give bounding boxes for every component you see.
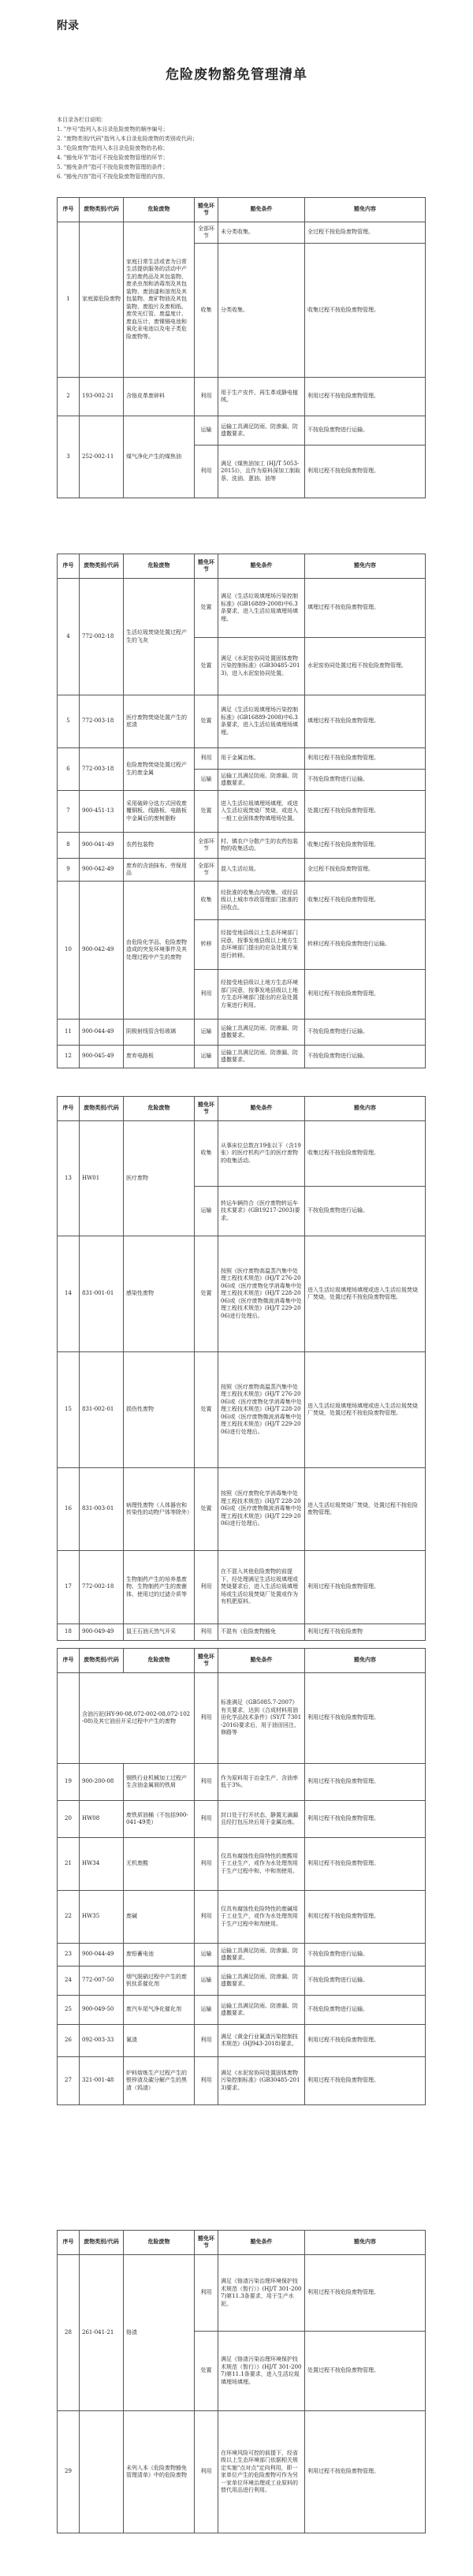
cell-stage: 运输: [195, 770, 218, 791]
cell-code: 261-041-21: [80, 2255, 124, 2411]
cell-stage: 处置: [195, 638, 218, 695]
table-row: [58, 1468, 426, 1551]
cell-condition: 满足《水泥窑协同处置固体废物污染控制标准》(GB30485-2013)，进入水泥窑协同处置。: [218, 638, 305, 695]
table-row: [58, 378, 426, 416]
cell-condition: 仅具有腐蚀性危险特性的废碱用于工业生产，或作为水处理剂用于生产过程中和剂使用。: [218, 1891, 305, 1944]
cell-stage: 全部环节: [195, 859, 218, 882]
cell-content: 利用过程不按危险废物管理。: [305, 748, 426, 770]
cell-condition: 满足《煤焦油加工 (HJ/T 5053-2015)》，且作为原料深加工制取萘、洗油、蒽油、油等: [218, 445, 305, 498]
cell-code: 252-002-11: [80, 416, 124, 498]
header-no: 序号: [58, 1097, 80, 1121]
cell-content: 不按危险废物进行运输。: [305, 770, 426, 791]
header-condition: 豁免条件: [218, 1097, 305, 1121]
cell-no: 9: [58, 859, 80, 882]
cell-content: 处置过程不按危险废物管理。: [305, 791, 426, 833]
header-code: 废物类别/代码: [80, 554, 124, 579]
header-content: 豁免内容: [305, 554, 426, 579]
cell-stage: 利用: [195, 2025, 218, 2057]
header-name: 危险废物: [124, 1649, 195, 1673]
cell-content: 进入生活垃圾填埋场填埋或进入生活垃圾焚烧厂焚烧，处置过程不按危险废物管理。: [305, 1236, 426, 1352]
cell-condition: 村、镇农户分散产生的农药包装物的收集活动。: [218, 833, 305, 859]
table-row: [58, 1838, 426, 1891]
cell-stage: 利用: [195, 1551, 218, 1624]
cell-no: 29: [58, 2411, 80, 2533]
cell-condition: 用于金属冶炼。: [218, 748, 305, 770]
cell-code: 900-049-49: [80, 1624, 124, 1641]
cell-content: 进入生活垃圾填埋场填埋或进入生活垃圾焚烧厂焚烧，处置过程不按危险废物管理。: [305, 1352, 426, 1468]
table-row: [58, 1551, 426, 1624]
cell-name: 由危险化学品、危险废物造成的突发环境事件及其处理过程中产生的废物: [124, 882, 195, 1020]
cell-name: 未列入本《危险废物豁免管理清单》中的危险废物: [124, 2411, 195, 2533]
cell-condition: 封口处于打开状态，静置无滴漏且经打包压块后用于金属冶炼。: [218, 1801, 305, 1838]
table-row: [58, 2255, 426, 2332]
cell-condition: 分类收集。: [218, 244, 305, 378]
cell-stage: 运输: [195, 1996, 218, 2025]
table-row: [58, 748, 426, 770]
cell-code: 900-049-50: [80, 1996, 124, 2025]
cell-stage: 全部环节: [195, 833, 218, 859]
cell-content: 填埋过程不按危险废物管理。: [305, 695, 426, 748]
cell-code: HW34: [80, 1838, 124, 1891]
header-no: 序号: [58, 554, 80, 579]
cell-content: 不按危险废物进行运输。: [305, 1046, 426, 1068]
cell-stage: 利用: [195, 1891, 218, 1944]
cell-no: 10: [58, 882, 80, 1020]
header-name: 危险废物: [124, 554, 195, 579]
header-stage: 豁免环节: [195, 554, 218, 579]
exemption-table-4: [57, 1648, 426, 2105]
cell-code: 321-001-48: [80, 2057, 124, 2105]
cell-name: 采用破碎分选方式回收废覆铜板、线路板、电路板中金属后的废树脂粉: [124, 791, 195, 833]
cell-condition: 按照《医疗废物高温蒸汽集中处理工程技术规范》(HJ/T 276-2006)或《医疗废物化学消毒集中处理工程技术规范》(HJ/T 228-2006)或《医疗废物微波消毒集中处理工程技术规范》(HJ/T 229-2006)进行处理后。: [218, 1352, 305, 1468]
cell-condition: 满足《水泥窑协同处置固体废物污染控制标准》(GB30485-2013)要求。: [218, 2057, 305, 2105]
intro-line: 3. "危险废物"指列入本目录危险废物的名称；: [57, 145, 169, 151]
cell-no: 2: [58, 378, 80, 416]
cell-stage: 利用: [195, 2057, 218, 2105]
cell-name: 废碱: [124, 1891, 195, 1944]
cell-content: 利用过程不按危险废物管理。: [305, 2411, 426, 2533]
page-title: 危险废物豁免管理清单: [166, 67, 307, 83]
cell-condition: 运输工具满足防雨、防渗漏、防遗撒要求。: [218, 1996, 305, 2025]
cell-code: 772-002-18: [80, 1551, 124, 1624]
table-row: [58, 1236, 426, 1352]
cell-stage: 全部环节: [195, 222, 218, 244]
cell-condition: 按照《医疗废物化学消毒集中处理工程技术规范》(HJ/T 228-2006)或《医疗废物微波消毒集中处理工程技术规范》(HJ/T 229-2006)进行处理后。: [218, 1468, 305, 1551]
cell-condition: 不混有《危险废物豁免: [218, 1624, 305, 1641]
cell-content: 填埋过程不按危险废物管理。: [305, 579, 426, 638]
cell-no: 16: [58, 1468, 80, 1551]
cell-stage: 处置: [195, 791, 218, 833]
cell-name: 感染性废物: [124, 1236, 195, 1352]
table-row: [58, 1944, 426, 1966]
cell-code: 900-042-49: [80, 882, 124, 1020]
table-row: [58, 695, 426, 748]
cell-name: 废铅蓄电池: [124, 1944, 195, 1966]
cell-name: 鼠王石油天然气开采: [124, 1624, 195, 1641]
cell-condition: 运输工具满足防雨、防渗漏、防遗撒要求。: [218, 1046, 305, 1068]
table-row: [58, 1801, 426, 1838]
cell-stage: 利用: [195, 378, 218, 416]
header-code: 废物类别/代码: [80, 198, 124, 222]
cell-content: 利用过程不按危险废物管理。: [305, 2255, 426, 2332]
cell-content: 不按危险废物进行运输。: [305, 1020, 426, 1046]
cell-stage: 运输: [195, 1966, 218, 1996]
exemption-table-2: [57, 554, 426, 1068]
cell-condition: 未分类收集。: [218, 222, 305, 244]
table-row: [58, 1352, 426, 1468]
cell-name: 生物制药产生的培养基废物、生物制药产生的废菌体、使用过的过滤介质等: [124, 1551, 195, 1624]
header-condition: 豁免条件: [218, 198, 305, 222]
cell-content: 利用过程不按危险废物管理。: [305, 970, 426, 1020]
table-row: [58, 1046, 426, 1068]
cell-name: 炉料熔炼生产过程产生的银锌渣及碳分解产生的黑渣（钨渣）: [124, 2057, 195, 2105]
cell-no: 3: [58, 416, 80, 498]
table-header-row: [58, 2231, 426, 2255]
cell-stage: 转移: [195, 920, 218, 970]
header-condition: 豁免条件: [218, 2231, 305, 2255]
cell-name: 废汽车尾气净化催化剂: [124, 1996, 195, 2025]
cell-no: 1: [58, 222, 80, 378]
cell-content: 收集过程不按危险废物管理。: [305, 882, 426, 920]
cell-no: 5: [58, 695, 80, 748]
table-row: [58, 791, 426, 833]
cell-content: 利用过程不按危险废物管理。: [305, 1673, 426, 1764]
cell-no: 18: [58, 1624, 80, 1641]
cell-content: 不按危险废物进行运输。: [305, 1944, 426, 1966]
table-row: [58, 1764, 426, 1801]
header-content: 豁免内容: [305, 198, 426, 222]
cell-name: 氰渣: [124, 2025, 195, 2057]
header-condition: 豁免条件: [218, 1649, 305, 1673]
exemption-table-1: [57, 197, 426, 498]
header-no: 序号: [58, 198, 80, 222]
cell-content: 利用过程不按危险废物管理。: [305, 2025, 426, 2057]
cell-content: 利用过程不按危险废物管理。: [305, 1551, 426, 1624]
cell-no: 7: [58, 791, 80, 833]
cell-code: 092-003-33: [80, 2025, 124, 2057]
cell-code: 772-007-50: [80, 1966, 124, 1996]
cell-condition: 运输工具满足防雨、防渗漏、防遗撒要求。: [218, 1020, 305, 1046]
cell-no: 13: [58, 1121, 80, 1236]
cell-name: 废铁质油桶（不包括900-041-49类）: [124, 1801, 195, 1838]
cell-code: 900-044-49: [80, 1944, 124, 1966]
header-content: 豁免内容: [305, 1649, 426, 1673]
table-row: [58, 1121, 426, 1187]
cell-content: 不按危险废物进行运输。: [305, 416, 426, 445]
cell-name: 家庭日常生活或者为日常生活提供服务的活动中产生的废药品及其包装物、废杀虫剂和消毒剂及其包装物、废油漆和溶剂及其包装物、废矿物油及其包装物、废胶片及废相纸、废荧光灯管、废温度计、废血压计、废镍镉电池和氧化汞电池以及电子类危险废物等。: [124, 222, 195, 378]
cell-content: 利用过程不按危险废物管理。: [305, 1891, 426, 1944]
cell-stage: 利用: [195, 2255, 218, 2332]
header-no: 序号: [58, 1649, 80, 1673]
cell-condition: 进入生活垃圾填埋场填埋，或进入生活垃圾焚烧厂焚烧，或进入一般工业固体废物填埋场处置。: [218, 791, 305, 833]
cell-name: 农药包装物: [124, 833, 195, 859]
intro-line: 5. "豁免条件"指可不按危险废物管理的条件；: [57, 164, 169, 170]
cell-code: 831-002-01: [80, 1352, 124, 1468]
cell-no: 24: [58, 1966, 80, 1996]
cell-condition: 经接受地县级以上地方生态环境部门同意，按事发地县级以上地方生态环境部门提出的应急处置方案进行利用。: [218, 970, 305, 1020]
cell-content: 利用过程不按危险废物管理。: [305, 1801, 426, 1838]
table-row: [58, 2025, 426, 2057]
cell-condition: 仅具有腐蚀性危险特性的废酸用于工业生产，或作为水处理剂用于生产过程中和、中和剂使用。: [218, 1838, 305, 1891]
cell-code: 831-001-01: [80, 1236, 124, 1352]
header-condition: 豁免条件: [218, 554, 305, 579]
cell-name: 医疗废物: [124, 1121, 195, 1236]
cell-code: [80, 2411, 124, 2533]
cell-no: 6: [58, 748, 80, 791]
cell-condition: 转运车辆符合《医疗废物转运车技术要求》(GB19217-2003)要求。: [218, 1187, 305, 1236]
cell-stage: 运输: [195, 416, 218, 445]
cell-name: 阴极射线管含铅玻璃: [124, 1020, 195, 1046]
table-row: [58, 882, 426, 920]
cell-condition: 经接受地县级以上生态环境部门同意，按事发地县级以上地方生态环境部门提出的应急处置方案进行转移。: [218, 920, 305, 970]
cell-condition: 标准满足《GB5085.7-2007》有关要求，达到《合成材料用油田化学品技术条件》(SY/T 7301-2016)要求后，用于油田回注、修路等: [218, 1673, 305, 1764]
cell-condition: 满足《铬渣污染治理环境保护技术规范（暂行）》(HJ/T 301-2007)第11.1条要求，进入生活垃圾填埋场填埋。: [218, 2332, 305, 2411]
cell-condition: 从事床位总数在19张以下（含19张）的医疗机构产生的医疗废物的收集活动。: [218, 1121, 305, 1187]
cell-code: HW35: [80, 1891, 124, 1944]
cell-condition: 运输工具满足防雨、防渗漏、防遗撒要求。: [218, 1966, 305, 1996]
cell-name: 煤气净化产生的煤焦油: [124, 416, 195, 498]
cell-name: 废弃的含油抹布、劳保用品: [124, 859, 195, 882]
cell-content: 全过程不按危险废物管理。: [305, 859, 426, 882]
cell-stage: 运输: [195, 1020, 218, 1046]
cell-no: [58, 1673, 80, 1764]
cell-stage: 收集: [195, 882, 218, 920]
cell-content: 收集过程不按危险废物管理。: [305, 244, 426, 378]
table-row: [58, 833, 426, 859]
cell-content: 收集过程不按危险废物管理。: [305, 1121, 426, 1187]
cell-no: 17: [58, 1551, 80, 1624]
cell-stage: 利用: [195, 1624, 218, 1641]
cell-name: 无机废酸: [124, 1838, 195, 1891]
table-header-row: [58, 1649, 426, 1673]
header-name: 危险废物: [124, 2231, 195, 2255]
cell-name: 含铬皮革废碎料: [124, 378, 195, 416]
cell-condition: 经批准的收集点内收集、或经县级以上城市市政管理部门批准的回收点。: [218, 882, 305, 920]
cell-no: 11: [58, 1020, 80, 1046]
cell-condition: 满足《生活垃圾填埋场污染控制标准》(GB16889-2008)中6.3条要求，进入生活垃圾填埋场填埋。: [218, 695, 305, 748]
table-row: [58, 579, 426, 638]
cell-content: 处置过程不按危险废物管理。: [305, 2332, 426, 2411]
cell-code: HW08: [80, 1801, 124, 1838]
intro-line: 4. "豁免环节"指可不按危险废物管理的环节；: [57, 155, 169, 161]
cell-content: 利用过程不按危险废物管理。: [305, 2057, 426, 2105]
cell-no: 15: [58, 1352, 80, 1468]
cell-no: 21: [58, 1838, 80, 1891]
cell-stage: 利用: [195, 445, 218, 498]
intro-line: 2. "废物类别/代码"指列入本目录危险废物的类别或代码；: [57, 136, 198, 142]
cell-code: 193-002-21: [80, 378, 124, 416]
cell-code: 家庭源危险废物: [80, 222, 124, 378]
cell-no: 28: [58, 2255, 80, 2411]
table-row: [58, 2057, 426, 2105]
header-stage: 豁免环节: [195, 198, 218, 222]
table-header-row: [58, 198, 426, 222]
cell-condition: 运输工具满足防雨、防渗漏、防遗撒要求。: [218, 416, 305, 445]
table-row: [58, 1966, 426, 1996]
header-stage: 豁免环节: [195, 1097, 218, 1121]
cell-name: 生活垃圾焚烧处置过程产生的飞灰: [124, 579, 195, 695]
cell-name: 医疗废物焚烧处置产生的底渣: [124, 695, 195, 748]
cell-stage: 运输: [195, 1187, 218, 1236]
cell-stage: 处置: [195, 1352, 218, 1468]
header-stage: 豁免环节: [195, 2231, 218, 2255]
cell-stage: 利用: [195, 748, 218, 770]
cell-name: 废弃电路板: [124, 1046, 195, 1068]
cell-content: 不按危险废物进行运输。: [305, 1996, 426, 2025]
cell-stage: 利用: [195, 1838, 218, 1891]
cell-content: 利用过程不按危险废物管理。: [305, 378, 426, 416]
cell-name: 损伤性废物: [124, 1352, 195, 1468]
table-row: [58, 859, 426, 882]
cell-no: 20: [58, 1801, 80, 1838]
cell-code: 900-451-13: [80, 791, 124, 833]
header-name: 危险废物: [124, 198, 195, 222]
cell-condition: 在不混入其他危险废物的前提下，经处理满足生活垃圾填埋或焚烧要求后，进入生活垃圾填埋场或生活垃圾焚烧厂处置或作为有机肥原料。: [218, 1551, 305, 1624]
cell-code: 900-042-49: [80, 859, 124, 882]
table-row: [58, 1891, 426, 1944]
cell-code: 831-003-01: [80, 1468, 124, 1551]
cell-no: 27: [58, 2057, 80, 2105]
cell-no: 19: [58, 1764, 80, 1801]
header-code: 废物类别/代码: [80, 1649, 124, 1673]
cell-code: 900-045-49: [80, 1046, 124, 1068]
header-code: 废物类别/代码: [80, 2231, 124, 2255]
table-header-row: [58, 1097, 426, 1121]
cell-stage: 收集: [195, 244, 218, 378]
cell-stage: 处置: [195, 2332, 218, 2411]
cell-name: 钢铁行业机械加工过程产生含油金属屑的铁屑: [124, 1764, 195, 1801]
intro-line: 6. "豁免内容"指可不按危险废物管理的内容。: [57, 173, 169, 180]
intro-line: 1. "序号"指列入本目录危险废物的顺序编号；: [57, 126, 169, 132]
cell-no: 26: [58, 2025, 80, 2057]
cell-name: 铬渣: [124, 2255, 195, 2411]
table-row: [58, 416, 426, 445]
cell-code: 900-041-49: [80, 833, 124, 859]
cell-condition: 满足《铬渣污染治理环境保护技术规范（暂行）》(HJ/T 301-2007)第11.3条要求，用于生产水泥。: [218, 2255, 305, 2332]
cell-content: 进入生活垃圾焚烧厂焚烧，处置过程不按危险废物管理。: [305, 1468, 426, 1551]
header-stage: 豁免环节: [195, 1649, 218, 1673]
cell-condition: 运输工具满足防雨、防渗漏、防遗撒要求。: [218, 770, 305, 791]
cell-code: HW01: [80, 1121, 124, 1236]
cell-code: 900-200-08: [80, 1764, 124, 1801]
cell-name: 危险废物焚烧处置过程产生的废金属: [124, 748, 195, 791]
cell-stage: 利用: [195, 2411, 218, 2533]
cell-code: 772-003-18: [80, 748, 124, 791]
cell-name: 烟气脱硝过程中产生的废钒钛系催化剂: [124, 1966, 195, 1996]
cell-name: 病理性废物（人体器官和传染性的动物尸体等除外）: [124, 1468, 195, 1551]
table-row: [58, 1624, 426, 1641]
cell-code: 772-003-18: [80, 695, 124, 748]
header-content: 豁免内容: [305, 2231, 426, 2255]
cell-content: 利用过程不按危险废物管理。: [305, 445, 426, 498]
cell-condition: 混入生活垃圾。: [218, 859, 305, 882]
cell-content: 不按危险废物进行运输。: [305, 1187, 426, 1236]
cell-content: 不按危险废物进行运输。: [305, 1966, 426, 1996]
cell-no: 25: [58, 1996, 80, 2025]
cell-condition: 运输工具满足防雨、防渗漏、防遗撒要求。: [218, 1944, 305, 1966]
cell-content: 全过程不按危险废物管理。: [305, 222, 426, 244]
cell-stage: 处置: [195, 579, 218, 638]
cell-stage: 处置: [195, 1236, 218, 1352]
cell-content: 利用过程不按危险废物: [305, 1624, 426, 1641]
cell-stage: 利用: [195, 1801, 218, 1838]
cell-content: 利用过程不按危险废物管理。: [305, 1764, 426, 1801]
cell-content: 转移过程不按危险废物进行运输。: [305, 920, 426, 970]
cell-condition: 作为原料用于冶金生产，含油率低于3%。: [218, 1764, 305, 1801]
cell-no: 14: [58, 1236, 80, 1352]
table-row: [58, 222, 426, 244]
table-row: [58, 1996, 426, 2025]
cell-stage: 收集: [195, 1121, 218, 1187]
cell-stage: 运输: [195, 1944, 218, 1966]
table-row: [58, 1020, 426, 1046]
cell-content: 水泥窑协同处置过程不按危险废物管理。: [305, 638, 426, 695]
header-name: 危险废物: [124, 1097, 195, 1121]
cell-code: 772-002-18: [80, 579, 124, 695]
cell-no: 4: [58, 579, 80, 695]
cell-content: 收集过程不按危险废物管理。: [305, 833, 426, 859]
cell-code: 含油污泥(HY-90-08,072-002-08,072-102-08)及其它油田开采过程中产生的废物: [80, 1673, 195, 1764]
cell-code: 900-044-49: [80, 1020, 124, 1046]
header-code: 废物类别/代码: [80, 1097, 124, 1121]
cell-condition: 用于生产皮件、再生革或静电植绒。: [218, 378, 305, 416]
cell-stage: 利用: [195, 1764, 218, 1801]
cell-content: 利用过程不按危险废物管理。: [305, 1838, 426, 1891]
cell-no: 23: [58, 1944, 80, 1966]
header-no: 序号: [58, 2231, 80, 2255]
exemption-table-3: [57, 1096, 426, 1641]
cell-no: 12: [58, 1046, 80, 1068]
cell-stage: 利用: [195, 970, 218, 1020]
table-header-row: [58, 554, 426, 579]
cell-stage: 处置: [195, 695, 218, 748]
appendix-label: 附录: [57, 20, 79, 32]
cell-condition: 按照《医疗废物高温蒸汽集中处理工程技术规范》(HJ/T 276-2006)或《医疗废物化学消毒集中处理工程技术规范》(HJ/T 228-2006)或《医疗废物微波消毒集中处理工程技术规范》(HJ/T 229-2006)进行处理后。: [218, 1236, 305, 1352]
intro-notes: [57, 115, 435, 181]
table-row: [58, 1673, 426, 1764]
cell-stage: 处置: [195, 1468, 218, 1551]
cell-stage: 运输: [195, 1046, 218, 1068]
table-row: [58, 2411, 426, 2533]
header-content: 豁免内容: [305, 1097, 426, 1121]
intro-line: 本目录各栏目说明：: [57, 117, 106, 123]
cell-condition: 在环境风险可控的前提下，经省级以上生态环境部门依据相关规定实施"点对点"定向利用，即一家单位产生的危险废物可作为另一家单位环境治理或工业原料的替代用品进行利用。: [218, 2411, 305, 2533]
cell-condition: 满足《生活垃圾填埋场污染控制标准》(GB16889-2008)中6.3条要求，进入生活垃圾填埋场填埋。: [218, 579, 305, 638]
cell-stage: 利用: [195, 1673, 218, 1764]
cell-no: 22: [58, 1891, 80, 1944]
cell-no: 8: [58, 833, 80, 859]
exemption-table-5: [57, 2230, 426, 2533]
cell-condition: 满足《黄金行业氰渣污染控制技术规范》(HJ943-2018)要求。: [218, 2025, 305, 2057]
